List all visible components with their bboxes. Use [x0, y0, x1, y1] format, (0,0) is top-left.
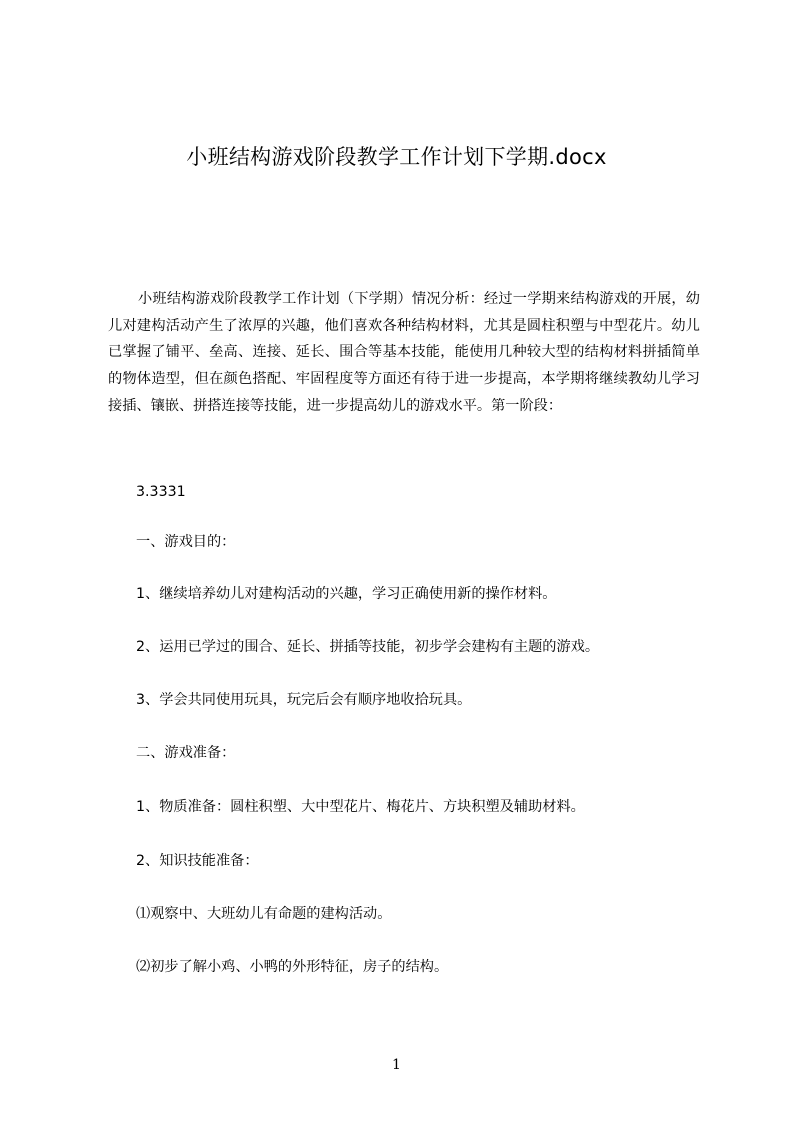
intro-paragraph: 小班结构游戏阶段教学工作计划（下学期）情况分析：经过一学期来结构游戏的开展，幼儿对建构活动产生了浓厚的兴趣，他们喜欢各种结构材料，尤其是圆柱积塑与中型花片。幼儿已掌握了铺平、垒高、连接、延长、围合等基本技能，能使用几种较大型的结构材料拼插简单的物体造型，但在颜色搭配、牢固程度等方面还有待于进一步提高，本学期将继续教幼儿学习接插、镶嵌、拼搭连接等技能，进一步提高幼儿的游戏水平。第一阶段：	[108, 291, 700, 414]
preparation-item-2: 2、知识技能准备：	[136, 853, 259, 869]
paragraph-date: 3.3331	[136, 484, 186, 500]
preparation-subitem-2: ⑵初步了解小鸡、小鸭的外形特征，房子的结构。	[136, 959, 449, 975]
goal-item-1: 1、继续培养幼儿对建构活动的兴趣，学习正确使用新的操作材料。	[136, 586, 557, 602]
preparation-subitem-1: ⑴观察中、大班幼儿有命题的建构活动。	[136, 906, 392, 922]
page-number: 1	[392, 1057, 401, 1073]
goal-item-2: 2、运用已学过的围合、延长、拼插等技能，初步学会建构有主题的游戏。	[136, 639, 600, 655]
goal-item-3: 3、学会共同使用玩具，玩完后会有顺序地收拾玩具。	[136, 692, 472, 708]
preparation-item-1: 1、物质准备：圆柱积塑、大中型花片、梅花片、方块积塑及辅助材料。	[136, 799, 585, 815]
document-title: 小班结构游戏阶段教学工作计划下学期.docx	[186, 145, 607, 169]
section-heading-goals: 一、游戏目的：	[136, 534, 236, 550]
section-heading-preparation: 二、游戏准备：	[136, 745, 236, 761]
